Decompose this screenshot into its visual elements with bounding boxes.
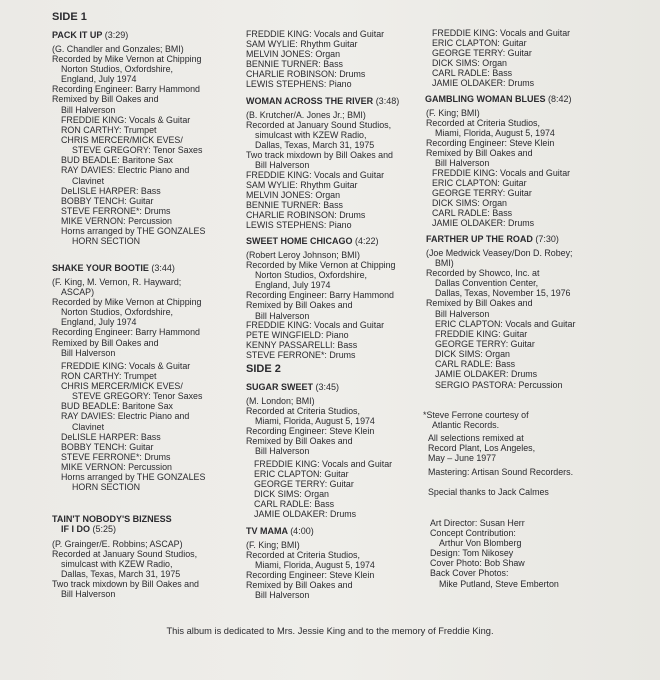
track-title-tv-mama xyxy=(246,526,314,536)
text-line: Recording Engineer: Barry Hammond xyxy=(52,327,200,338)
text-line: Miami, Florida, August 5, 1974 xyxy=(255,416,375,427)
text-line: ERIC CLAPTON: Vocals and Guitar xyxy=(435,319,576,329)
note-thanks: Special thanks to Jack Calmes xyxy=(428,487,549,497)
text-line: FREDDIE KING: Guitar xyxy=(435,329,528,340)
dedication: This album is dedicated to Mrs. Jessie King and to the memory of Freddie King. xyxy=(166,626,494,636)
text-line: MIKE VERNON: Percussion xyxy=(61,461,172,472)
text-line: Mike Putland, Steve Emberton xyxy=(439,578,559,589)
text-line: (G. Chandler and Gonzales; BMI) xyxy=(52,44,184,54)
text-line: Norton Studios, Oxfordshire, xyxy=(61,64,173,75)
text-line: CHRIS MERCER/MICK EVES/ xyxy=(61,135,183,146)
text-line: Recording Engineer: Steve Klein xyxy=(246,570,375,581)
text-line: Remixed by Bill Oakes and xyxy=(52,94,159,105)
text-line: BMI) xyxy=(435,258,454,269)
text-line: CARL RADLE: Bass xyxy=(254,499,335,510)
text-line: FREDDIE KING: Vocals and Guitar xyxy=(432,28,571,38)
text-line: GEORGE TERRY: Guitar xyxy=(432,188,532,199)
duration: (3:29) xyxy=(104,30,129,40)
text-line: Recorded at January Sound Studios, xyxy=(52,549,198,560)
title-text: FARTHER UP THE ROAD xyxy=(426,234,533,244)
text-line: BUD BEADLE: Baritone Sax xyxy=(61,155,173,166)
text-line: RAY DAVIES: Electric Piano and xyxy=(61,411,190,422)
duration: (3:44) xyxy=(151,263,175,273)
text-line: DICK SIMS: Organ xyxy=(254,489,329,500)
text-line: Clavinet xyxy=(72,421,105,432)
note-ferrone xyxy=(423,410,529,430)
text-line: simulcast with KZEW Radio, xyxy=(61,559,173,570)
text-line: Remixed by Bill Oakes and xyxy=(246,300,353,311)
text-line: Miami, Florida, August 5, 1974 xyxy=(435,128,555,139)
text-line: FREDDIE KING: Vocals & Guitar xyxy=(61,115,191,125)
track-title-farther-up-the-road xyxy=(426,234,559,244)
title-text: PACK IT UP xyxy=(52,30,103,40)
title-text: SUGAR SWEET xyxy=(246,382,314,392)
text-line: Two track mixdown by Bill Oakes and xyxy=(246,150,393,161)
text-line: (M. London; BMI) xyxy=(246,396,315,406)
text-line: simulcast with KZEW Radio, xyxy=(255,130,367,141)
text-line: RON CARTHY: Trumpet xyxy=(61,125,157,136)
text-line: Recording Engineer: Barry Hammond xyxy=(52,84,200,95)
text-line: Arthur Von Blomberg xyxy=(439,538,522,549)
credits-tv-mama xyxy=(246,540,375,601)
track-title-sugar-sweet xyxy=(246,382,339,392)
text-line: BUD BEADLE: Baritone Sax xyxy=(61,401,173,412)
credits-gambling-woman-blues xyxy=(426,108,555,169)
track-title-shake-your-bootie xyxy=(52,263,175,273)
title-text: WOMAN ACROSS THE RIVER xyxy=(246,96,374,106)
text-line: Recorded by Mike Vernon at Chipping xyxy=(52,297,202,308)
track-title-taint-nobodys-bizness xyxy=(52,514,172,534)
musicians-pack-it-up xyxy=(52,115,205,246)
text-line: CARL RADLE: Bass xyxy=(432,68,513,79)
text-line: SAM WYLIE: Rhythm Guitar xyxy=(246,180,358,191)
title-text: TV MAMA xyxy=(246,526,288,536)
text-line: BENNIE TURNER: Bass xyxy=(246,59,343,70)
musicians-woman-across-the-river xyxy=(237,170,384,231)
text-line: (F. King, M. Vernon, R. Hayward; xyxy=(52,277,182,287)
text-line: PETE WINGFIELD: Piano xyxy=(246,330,349,341)
text-line: Cover Photo: Bob Shaw xyxy=(430,558,525,569)
duration: (4:00) xyxy=(290,526,314,536)
credits-shake-your-bootie xyxy=(52,277,201,358)
musicians-sugar-sweet xyxy=(245,459,392,520)
text-line: *Steve Ferrone courtesy of xyxy=(423,410,529,420)
text-line: FREDDIE KING: Vocals and Guitar xyxy=(246,29,385,39)
track-title-gambling-woman-blues xyxy=(425,94,572,104)
text-line: (F. King; BMI) xyxy=(426,108,480,118)
text-line: GEORGE TERRY: Guitar xyxy=(435,339,535,350)
text-line: (Robert Leroy Johnson; BMI) xyxy=(246,250,360,260)
title-text: SWEET HOME CHICAGO xyxy=(246,236,353,246)
credits-farther-up-the-road xyxy=(426,248,573,319)
text-line: DeLISLE HARPER: Bass xyxy=(61,431,161,442)
text-line: Recorded by Showco, Inc. at xyxy=(426,268,540,279)
text-line: GEORGE TERRY: Guitar xyxy=(254,479,354,490)
track-title-sweet-home-chicago xyxy=(246,236,379,246)
duration: (5:25) xyxy=(92,524,117,535)
text-line: ERIC CLAPTON: Guitar xyxy=(432,178,527,189)
duration: (3:45) xyxy=(315,382,340,392)
credits-taint-nobodys-bizness xyxy=(52,539,199,600)
text-line: Recorded at Criteria Studios, xyxy=(426,118,540,129)
musicians-gambling-woman-blues xyxy=(423,168,570,229)
text-line: Atlantic Records. xyxy=(432,420,500,431)
text-line: GEORGE TERRY: Guitar xyxy=(432,48,532,59)
text-line: JAMIE OLDAKER: Drums xyxy=(435,369,538,380)
text-line: CHARLIE ROBINSON: Drums xyxy=(246,69,366,80)
text-line: BOBBY TENCH: Guitar xyxy=(61,441,154,452)
credits-woman-across-the-river xyxy=(246,110,393,171)
text-line: Bill Halverson xyxy=(435,158,490,169)
credits-pack-it-up xyxy=(52,44,201,115)
text-line: (B. Krutcher/A. Jones Jr.; BMI) xyxy=(246,110,366,120)
text-line: Miami, Florida, August 5, 1974 xyxy=(255,560,375,571)
text-line: STEVE FERRONE*: Drums xyxy=(61,451,171,462)
text-line: Concept Contribution: xyxy=(430,528,516,539)
text-line: MELVIN JONES: Organ xyxy=(246,49,341,60)
text-line: CHARLIE ROBINSON: Drums xyxy=(246,210,366,221)
duration: (4:22) xyxy=(355,236,379,246)
side-1-label: SIDE 1 xyxy=(52,11,87,23)
text-line: STEVE GREGORY: Tenor Saxes xyxy=(72,145,203,156)
text-line: FREDDIE KING: Vocals and Guitar xyxy=(432,168,571,178)
text-line: CARL RADLE: Bass xyxy=(432,208,513,219)
text-line: Bill Halverson xyxy=(255,590,310,601)
text-line: England, July 1974 xyxy=(61,317,137,328)
text-line: Two track mixdown by Bill Oakes and xyxy=(52,579,199,590)
text-line: Remixed by Bill Oakes and xyxy=(426,298,533,309)
musicians-tv-mama xyxy=(423,28,570,89)
text-line: STEVE GREGORY: Tenor Saxes xyxy=(72,391,203,402)
title-line-1: TAIN'T NOBODY'S BIZNESS xyxy=(52,514,172,524)
track-title-pack-it-up xyxy=(52,30,128,40)
text-line: England, July 1974 xyxy=(255,280,331,291)
text-line: CHRIS MERCER/MICK EVES/ xyxy=(61,381,183,392)
text-line: LEWIS STEPHENS: Piano xyxy=(246,220,352,231)
text-line: Record Plant, Los Angeles, xyxy=(428,443,536,454)
text-line: DeLISLE HARPER: Bass xyxy=(61,185,161,196)
text-line: MELVIN JONES: Organ xyxy=(246,190,341,201)
text-line: Bill Halverson xyxy=(61,104,116,115)
text-line: All selections remixed at xyxy=(428,433,524,443)
text-line: England, July 1974 xyxy=(61,74,137,85)
text-line: JAMIE OLDAKER: Drums xyxy=(432,78,535,89)
duration: (8:42) xyxy=(548,94,572,104)
text-line: (Joe Medwick Veasey/Don D. Robey; xyxy=(426,248,573,258)
text-line: (P. Grainger/E. Robbins; ASCAP) xyxy=(52,539,183,549)
text-line: Norton Studios, Oxfordshire, xyxy=(61,307,173,318)
text-line: Remixed by Bill Oakes and xyxy=(52,337,159,348)
text-line: Recording Engineer: Steve Klein xyxy=(246,426,375,437)
title-line-2 xyxy=(52,524,172,534)
text-line: FREDDIE KING: Vocals and Guitar xyxy=(254,459,393,469)
musicians-farther-up-the-road xyxy=(426,319,575,390)
text-line: FREDDIE KING: Vocals & Guitar xyxy=(61,361,191,371)
credits-sugar-sweet xyxy=(246,396,375,457)
text-line: Horns arranged by THE GONZALES xyxy=(61,226,206,237)
text-line: RON CARTHY: Trumpet xyxy=(61,371,157,382)
text-line: CARL RADLE: Bass xyxy=(435,359,516,370)
text-line: Remixed by Bill Oakes and xyxy=(246,580,353,591)
text-line: SERGIO PASTORA: Percussion xyxy=(435,379,563,390)
text-line: Art Director: Susan Herr xyxy=(430,518,525,528)
text-line: STEVE FERRONE*: Drums xyxy=(246,350,356,361)
text-line: ASCAP) xyxy=(61,287,95,298)
musicians-pack-it-up-cont xyxy=(237,29,384,90)
text-line: JAMIE OLDAKER: Drums xyxy=(254,509,357,520)
text-line: HORN SECTION xyxy=(72,482,141,493)
text-line: BENNIE TURNER: Bass xyxy=(246,200,343,211)
text-line: Recorded by Mike Vernon at Chipping xyxy=(246,260,396,271)
text-line: Dallas Convention Center, xyxy=(435,278,539,289)
text-line: DICK SIMS: Organ xyxy=(432,198,507,209)
note-remix xyxy=(428,433,535,463)
text-line: Remixed by Bill Oakes and xyxy=(426,148,533,159)
musicians-shake-your-bootie xyxy=(52,361,205,492)
note-art-credits xyxy=(430,518,559,589)
text-line: Bill Halverson xyxy=(435,308,490,319)
note-mastering: Mastering: Artisan Sound Recorders. xyxy=(428,467,574,477)
credits-sweet-home-chicago xyxy=(246,250,395,321)
text-line: May – June 1977 xyxy=(428,453,497,464)
text-line: Horns arranged by THE GONZALES xyxy=(61,472,206,483)
title-text: GAMBLING WOMAN BLUES xyxy=(425,94,546,104)
text-line: Recorded at Criteria Studios, xyxy=(246,550,360,561)
text-line: DICK SIMS: Organ xyxy=(435,349,510,360)
text-line: ERIC CLAPTON: Guitar xyxy=(432,38,527,49)
text-line: LEWIS STEPHENS: Piano xyxy=(246,79,352,90)
text-line: Dallas, Texas, March 31, 1975 xyxy=(255,140,375,151)
title-text: IF I DO xyxy=(61,524,90,535)
text-line: Bill Halverson xyxy=(61,347,116,358)
text-line: Remixed by Bill Oakes and xyxy=(246,436,353,447)
text-line: Dallas, Texas, November 15, 1976 xyxy=(435,288,571,299)
text-line: DICK SIMS: Organ xyxy=(432,58,507,69)
text-line: Clavinet xyxy=(72,175,105,186)
duration: (3:48) xyxy=(375,96,400,106)
text-line: Recording Engineer: Steve Klein xyxy=(426,138,555,149)
text-line: Bill Halverson xyxy=(255,160,310,171)
text-line: FREDDIE KING: Vocals and Guitar xyxy=(246,170,385,180)
text-line: Bill Halverson xyxy=(61,589,116,600)
text-line: KENNY PASSARELLI: Bass xyxy=(246,340,358,351)
duration: (7:30) xyxy=(535,234,559,244)
text-line: Back Cover Photos: xyxy=(430,568,509,579)
title-text: SHAKE YOUR BOOTIE xyxy=(52,263,149,273)
text-line: Norton Studios, Oxfordshire, xyxy=(255,270,367,281)
text-line: RAY DAVIES: Electric Piano and xyxy=(61,165,190,176)
text-line: (F. King; BMI) xyxy=(246,540,300,550)
text-line: BOBBY TENCH: Guitar xyxy=(61,195,154,206)
text-line: Recorded by Mike Vernon at Chipping xyxy=(52,54,202,65)
text-line: HORN SECTION xyxy=(72,236,141,247)
text-line: Bill Halverson xyxy=(255,446,310,457)
text-line: Dallas, Texas, March 31, 1975 xyxy=(61,569,181,580)
track-title-woman-across-the-river xyxy=(246,96,399,106)
text-line: Bill Halverson xyxy=(255,310,310,321)
text-line: SAM WYLIE: Rhythm Guitar xyxy=(246,39,358,50)
text-line: ERIC CLAPTON: Guitar xyxy=(254,469,349,480)
text-line: JAMIE OLDAKER: Drums xyxy=(432,218,535,229)
text-line: Design: Tom Nikosey xyxy=(430,548,514,559)
text-line: MIKE VERNON: Percussion xyxy=(61,215,172,226)
text-line: Recorded at Criteria Studios, xyxy=(246,406,360,417)
text-line: Recorded at January Sound Studios, xyxy=(246,120,392,131)
text-line: Recording Engineer: Barry Hammond xyxy=(246,290,394,301)
text-line: FREDDIE KING: Vocals and Guitar xyxy=(246,320,385,330)
text-line: STEVE FERRONE*: Drums xyxy=(61,205,171,216)
musicians-sweet-home-chicago xyxy=(237,320,384,360)
side-2-label: SIDE 2 xyxy=(246,363,281,375)
